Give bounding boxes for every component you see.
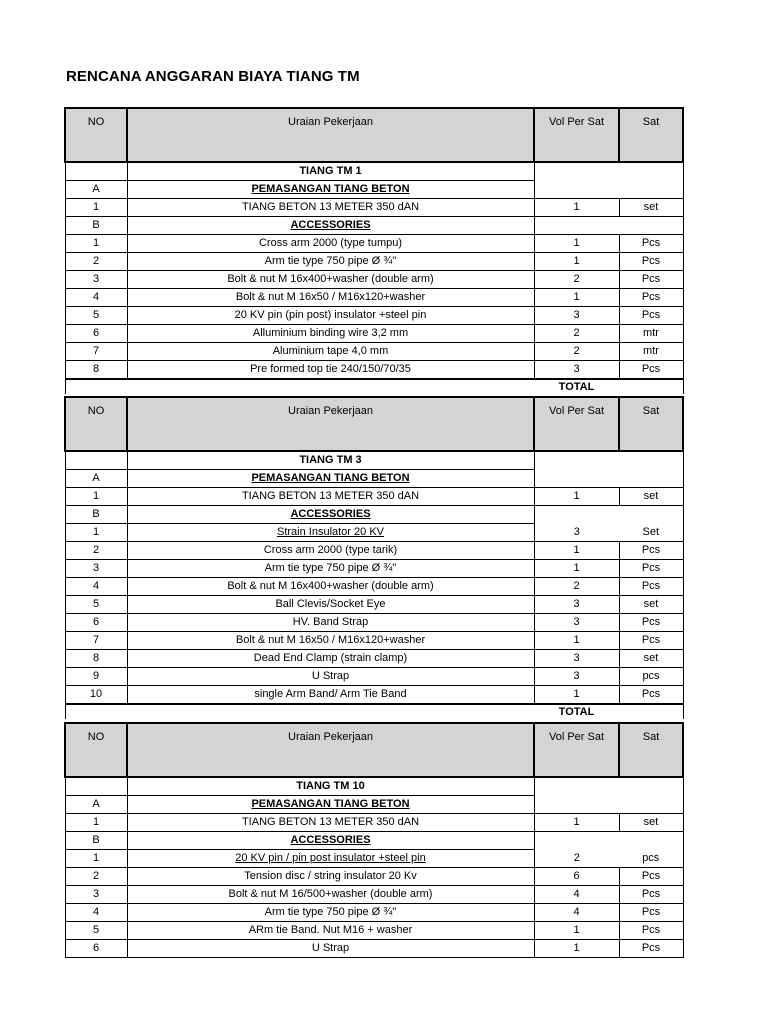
table-cell: Pcs xyxy=(619,542,683,560)
table-row xyxy=(65,271,683,289)
table-cell: Pcs xyxy=(619,632,683,650)
table-cell: Pcs xyxy=(619,886,683,904)
table-cell: 20 KV pin / pin post insulator +steel pin xyxy=(127,850,534,868)
table-cell xyxy=(127,704,534,719)
table-cell: Arm tie type 750 pipe Ø ¾" xyxy=(127,904,534,922)
table-row xyxy=(65,850,683,868)
table-cell: 1 xyxy=(65,524,127,542)
table-cell: 1 xyxy=(534,814,619,832)
table-cell: Aluminium tape 4,0 mm xyxy=(127,343,534,361)
table-row xyxy=(65,325,683,343)
section-name: TIANG TM 1 xyxy=(127,162,534,181)
table-cell: Ball Clevis/Socket Eye xyxy=(127,596,534,614)
table-row xyxy=(65,578,683,596)
table-cell: 4 xyxy=(534,904,619,922)
table-cell: 5 xyxy=(65,922,127,940)
table-cell: Pre formed top tie 240/150/70/35 xyxy=(127,361,534,380)
table-cell xyxy=(65,162,127,181)
table-cell: 1 xyxy=(65,199,127,217)
table-cell: 5 xyxy=(65,307,127,325)
table-cell: Cross arm 2000 (type tumpu) xyxy=(127,235,534,253)
table-cell: Pcs xyxy=(619,868,683,886)
table-cell xyxy=(619,217,683,235)
table-cell: Set xyxy=(619,524,683,542)
table-cell xyxy=(534,451,619,470)
budget-table xyxy=(64,396,684,719)
table-cell xyxy=(619,796,683,814)
table-cell: U Strap xyxy=(127,940,534,958)
table-row xyxy=(65,253,683,271)
header-no: NO xyxy=(65,108,127,162)
table-row xyxy=(65,560,683,578)
table-cell xyxy=(619,704,683,719)
section-name: TIANG TM 3 xyxy=(127,451,534,470)
table-cell xyxy=(534,217,619,235)
table-cell: 3 xyxy=(534,650,619,668)
table-cell: set xyxy=(619,488,683,506)
table-cell: ARm tie Band. Nut M16 + washer xyxy=(127,922,534,940)
table-cell xyxy=(65,704,127,719)
group-title: PEMASANGAN TIANG BETON xyxy=(127,181,534,199)
table-cell: Bolt & nut M 16/500+washer (double arm) xyxy=(127,886,534,904)
table-row xyxy=(65,940,683,958)
table-cell: 1 xyxy=(65,814,127,832)
table-cell: 1 xyxy=(65,235,127,253)
table-cell: 2 xyxy=(534,343,619,361)
table-cell: set xyxy=(619,650,683,668)
table-cell: 2 xyxy=(534,578,619,596)
section-name-row xyxy=(65,162,683,181)
table-cell: Pcs xyxy=(619,307,683,325)
table-cell: Pcs xyxy=(619,560,683,578)
total-row xyxy=(65,379,683,394)
table-cell: Pcs xyxy=(619,614,683,632)
table-cell: 2 xyxy=(65,868,127,886)
section-name: TIANG TM 10 xyxy=(127,777,534,796)
table-cell: Alluminium binding wire 3,2 mm xyxy=(127,325,534,343)
table-cell: 9 xyxy=(65,668,127,686)
group-b-row xyxy=(65,217,683,235)
table-cell: 6 xyxy=(65,940,127,958)
table-cell xyxy=(65,379,127,394)
table-cell xyxy=(127,379,534,394)
table-cell: 3 xyxy=(534,614,619,632)
table-row xyxy=(65,596,683,614)
table-cell: mtr xyxy=(619,343,683,361)
group-title: ACCESSORIES xyxy=(127,506,534,524)
table-row xyxy=(65,199,683,217)
table-cell: 1 xyxy=(534,253,619,271)
table-cell xyxy=(65,777,127,796)
table-cell: Bolt & nut M 16x50 / M16x120+washer xyxy=(127,289,534,307)
table-row xyxy=(65,235,683,253)
table-cell: 2 xyxy=(534,325,619,343)
table-cell: 3 xyxy=(534,668,619,686)
table-row xyxy=(65,614,683,632)
budget-table xyxy=(64,722,684,958)
header-uraian: Uraian Pekerjaan xyxy=(127,108,534,162)
table-row xyxy=(65,524,683,542)
table-cell xyxy=(619,451,683,470)
header-no: NO xyxy=(65,723,127,777)
table-cell: Pcs xyxy=(619,922,683,940)
table-row xyxy=(65,343,683,361)
header-sat: Sat xyxy=(619,397,683,451)
table-cell: Pcs xyxy=(619,361,683,380)
total-row xyxy=(65,704,683,719)
table-cell: 6 xyxy=(65,614,127,632)
table-cell xyxy=(619,470,683,488)
table-cell: 4 xyxy=(534,886,619,904)
table-cell xyxy=(534,506,619,524)
table-cell: Pcs xyxy=(619,271,683,289)
table-cell: 4 xyxy=(65,289,127,307)
table-cell: set xyxy=(619,596,683,614)
section-tiang-tm-3 xyxy=(64,396,682,719)
header-uraian: Uraian Pekerjaan xyxy=(127,723,534,777)
table-cell: 1 xyxy=(534,289,619,307)
header-sat: Sat xyxy=(619,108,683,162)
group-a-row xyxy=(65,470,683,488)
group-label: A xyxy=(65,181,127,199)
table-row xyxy=(65,361,683,380)
group-label: B xyxy=(65,506,127,524)
table-cell: Tension disc / string insulator 20 Kv xyxy=(127,868,534,886)
table-cell xyxy=(65,451,127,470)
table-cell: 1 xyxy=(534,235,619,253)
table-cell: pcs xyxy=(619,668,683,686)
table-cell xyxy=(534,832,619,850)
table-cell: Bolt & nut M 16x400+washer (double arm) xyxy=(127,578,534,596)
group-title: PEMASANGAN TIANG BETON xyxy=(127,470,534,488)
table-cell: 4 xyxy=(65,578,127,596)
table-cell: Pcs xyxy=(619,235,683,253)
table-cell: 3 xyxy=(65,886,127,904)
header-vol: Vol Per Sat xyxy=(534,108,619,162)
table-cell: 1 xyxy=(534,199,619,217)
table-cell: 2 xyxy=(534,271,619,289)
table-cell: 8 xyxy=(65,361,127,380)
table-cell: TIANG BETON 13 METER 350 dAN xyxy=(127,199,534,217)
table-cell: 1 xyxy=(65,488,127,506)
header-uraian: Uraian Pekerjaan xyxy=(127,397,534,451)
table-cell xyxy=(534,796,619,814)
table-cell: Dead End Clamp (strain clamp) xyxy=(127,650,534,668)
table-row xyxy=(65,686,683,705)
table-cell xyxy=(534,470,619,488)
table-cell: HV. Band Strap xyxy=(127,614,534,632)
section-tiang-tm-10 xyxy=(64,722,682,958)
table-cell xyxy=(619,181,683,199)
table-cell: Pcs xyxy=(619,578,683,596)
header-vol: Vol Per Sat xyxy=(534,723,619,777)
table-cell: set xyxy=(619,814,683,832)
table-cell: Bolt & nut M 16x50 / M16x120+washer xyxy=(127,632,534,650)
table-cell: 3 xyxy=(65,560,127,578)
table-cell: 5 xyxy=(65,596,127,614)
table-cell xyxy=(619,777,683,796)
table-row xyxy=(65,922,683,940)
table-cell: 1 xyxy=(534,686,619,705)
table-header-row xyxy=(65,397,683,451)
document-title: RENCANA ANGGARAN BIAYA TIANG TM xyxy=(66,68,360,85)
table-cell: 1 xyxy=(534,922,619,940)
table-cell: U Strap xyxy=(127,668,534,686)
table-cell: Arm tie type 750 pipe Ø ¾" xyxy=(127,253,534,271)
table-cell: 1 xyxy=(534,560,619,578)
table-cell: TIANG BETON 13 METER 350 dAN xyxy=(127,488,534,506)
group-title: ACCESSORIES xyxy=(127,217,534,235)
header-vol: Vol Per Sat xyxy=(534,397,619,451)
table-cell: 3 xyxy=(534,307,619,325)
group-b-row xyxy=(65,832,683,850)
table-cell: mtr xyxy=(619,325,683,343)
group-title: PEMASANGAN TIANG BETON xyxy=(127,796,534,814)
table-cell: 3 xyxy=(65,271,127,289)
table-cell: Pcs xyxy=(619,289,683,307)
table-cell: 3 xyxy=(534,361,619,380)
table-cell: 20 KV pin (pin post) insulator +steel pin xyxy=(127,307,534,325)
table-cell: 6 xyxy=(65,325,127,343)
table-cell: TIANG BETON 13 METER 350 dAN xyxy=(127,814,534,832)
table-cell: Bolt & nut M 16x400+washer (double arm) xyxy=(127,271,534,289)
table-cell xyxy=(619,379,683,394)
table-cell: 7 xyxy=(65,343,127,361)
group-title: ACCESSORIES xyxy=(127,832,534,850)
table-cell: 8 xyxy=(65,650,127,668)
table-cell: 1 xyxy=(65,850,127,868)
table-cell: 3 xyxy=(573,525,580,538)
table-header-row xyxy=(65,723,683,777)
table-cell: 3 xyxy=(534,596,619,614)
table-cell xyxy=(619,832,683,850)
table-cell: 10 xyxy=(65,686,127,705)
table-row xyxy=(65,904,683,922)
header-sat: Sat xyxy=(619,723,683,777)
table-cell: 2 xyxy=(65,542,127,560)
table-cell xyxy=(534,181,619,199)
group-label: A xyxy=(65,796,127,814)
table-cell: Pcs xyxy=(619,940,683,958)
group-label: B xyxy=(65,832,127,850)
section-tiang-tm-1 xyxy=(64,107,682,394)
table-cell: Pcs xyxy=(619,904,683,922)
table-row xyxy=(65,814,683,832)
table-row xyxy=(65,650,683,668)
table-row xyxy=(65,542,683,560)
group-label: B xyxy=(65,217,127,235)
table-cell: 1 xyxy=(534,632,619,650)
table-cell: Cross arm 2000 (type tarik) xyxy=(127,542,534,560)
table-row xyxy=(65,668,683,686)
table-cell: Strain Insulator 20 KV xyxy=(127,524,534,542)
header-no: NO xyxy=(65,397,127,451)
section-name-row xyxy=(65,777,683,796)
table-cell: set xyxy=(619,199,683,217)
group-a-row xyxy=(65,181,683,199)
table-cell xyxy=(534,777,619,796)
table-row xyxy=(65,868,683,886)
table-cell: 2 xyxy=(65,253,127,271)
table-cell: 1 xyxy=(534,488,619,506)
budget-table xyxy=(64,107,684,394)
table-row xyxy=(65,632,683,650)
group-label: A xyxy=(65,470,127,488)
table-cell: 1 xyxy=(534,940,619,958)
table-cell: 7 xyxy=(65,632,127,650)
table-cell: 2 xyxy=(573,851,580,864)
table-cell: single Arm Band/ Arm Tie Band xyxy=(127,686,534,705)
table-row xyxy=(65,886,683,904)
table-cell xyxy=(619,162,683,181)
table-cell: 4 xyxy=(65,904,127,922)
table-row xyxy=(65,307,683,325)
table-header-row xyxy=(65,108,683,162)
table-row xyxy=(65,488,683,506)
table-row xyxy=(65,289,683,307)
total-label: TOTAL xyxy=(534,379,619,394)
total-label: TOTAL xyxy=(534,704,619,719)
group-b-row xyxy=(65,506,683,524)
table-cell: pcs xyxy=(619,850,683,868)
table-cell xyxy=(534,162,619,181)
section-name-row xyxy=(65,451,683,470)
table-cell: Pcs xyxy=(619,253,683,271)
table-cell: 6 xyxy=(534,868,619,886)
table-cell: Pcs xyxy=(619,686,683,705)
table-cell: 1 xyxy=(534,542,619,560)
table-cell: Arm tie type 750 pipe Ø ¾" xyxy=(127,560,534,578)
group-a-row xyxy=(65,796,683,814)
table-cell xyxy=(619,506,683,524)
